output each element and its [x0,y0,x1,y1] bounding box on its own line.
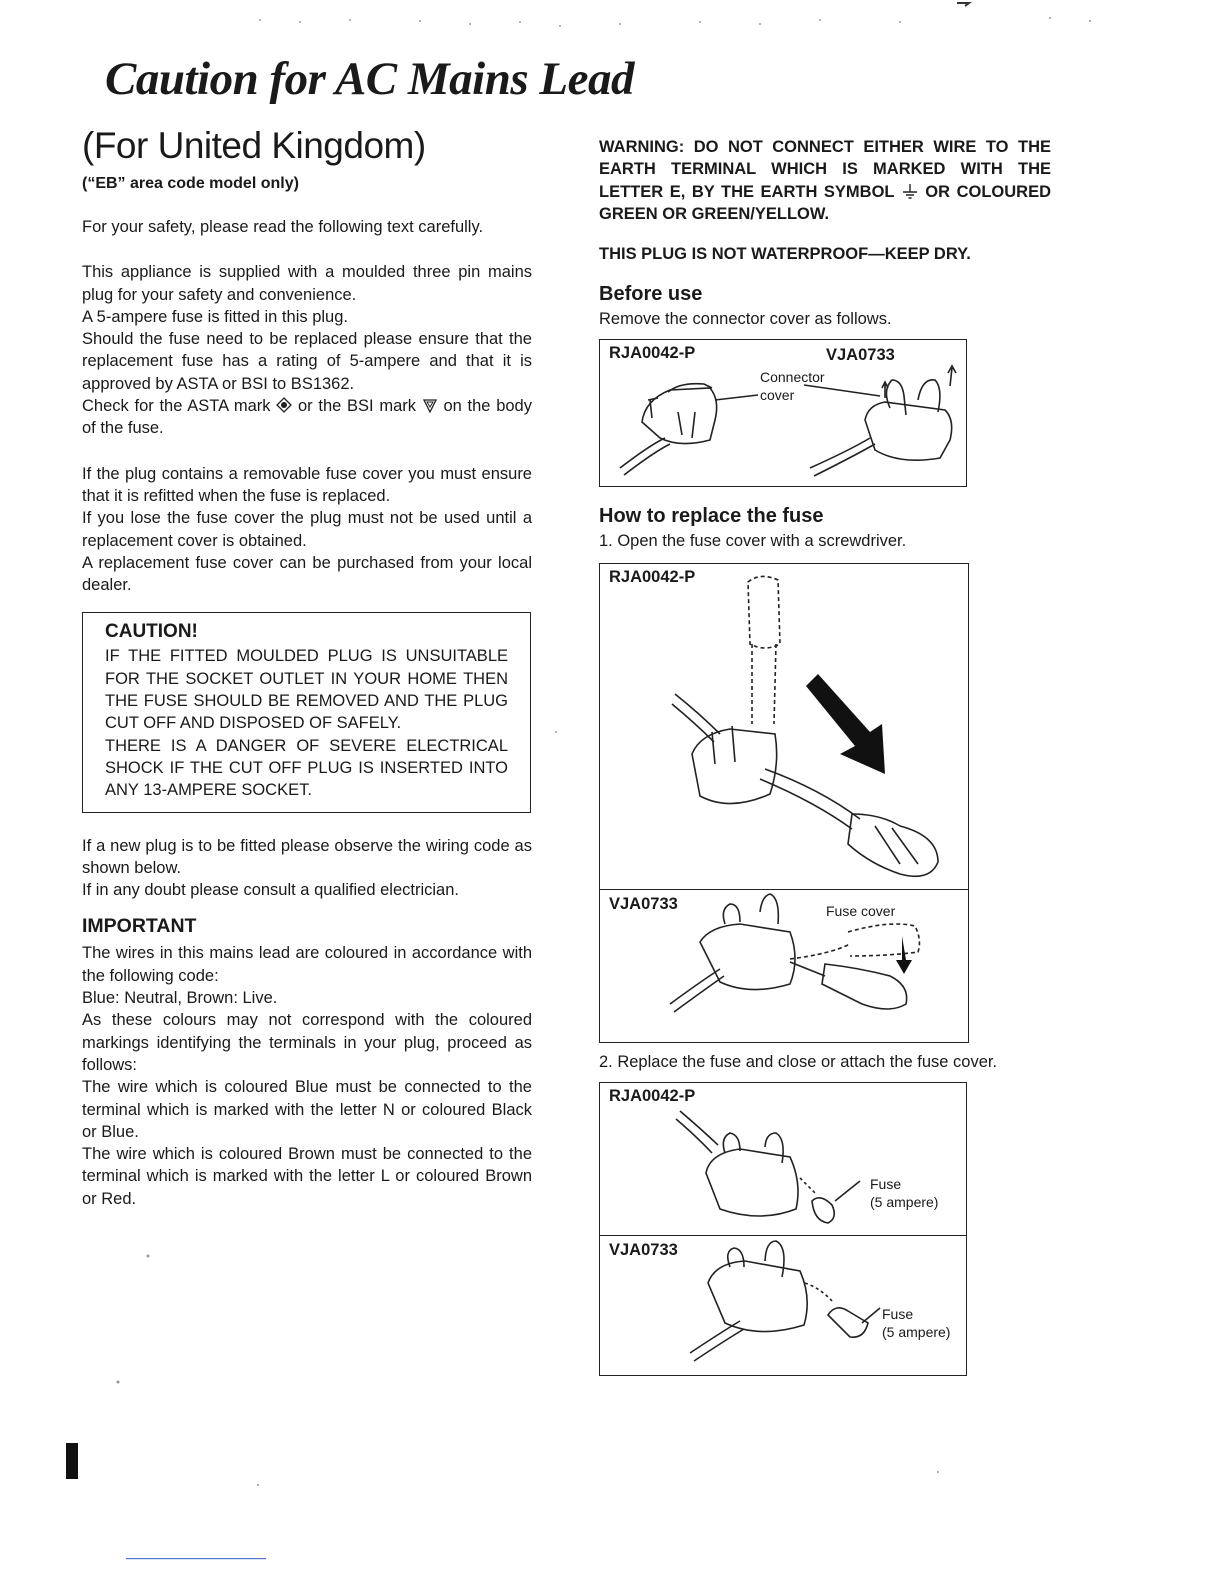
connector-cover-figure [599,339,967,487]
caution-line: THERE IS A DANGER OF SEVERE ELECTRICAL SHOCK IF THE CUT OFF PLUG IS INSERTED INTO ANY 13-AMPERE SOCKET. [105,736,508,800]
fig3-label-bottom: VJA0733 [609,1241,678,1260]
bsi-kitemark-icon [422,397,438,413]
earth-symbol-icon [901,183,919,199]
plug-illustration [600,340,966,486]
fig1-label-left: RJA0042-P [609,344,696,363]
check-text-mid: or the BSI mark [298,397,417,416]
caution-box [82,612,531,812]
screwdriver-illustration [600,564,968,1042]
fig3-fuse-callout-top: Fuse (5 ampere) [870,1176,939,1211]
open-fuse-cover-figure [599,563,969,1043]
caution-heading: CAUTION! [105,621,198,643]
subtitle: (For United Kingdom) [82,125,426,166]
important-line: The wires in this mains lead are coloured in accordance with the following code: [82,944,532,985]
warning-text-pre: WARNING: DO NOT CONNECT EITHER WIRE TO THE EARTH TERMINAL WHICH IS MARKED WITH THE LETTER E, BY THE EARTH SYMBOL [599,138,1051,201]
paragraph-line: A replacement fuse cover can be purchased from your local dealer. [82,553,532,595]
check-text-pre: Check for the ASTA mark [82,397,271,416]
paragraph-line: If in any doubt please consult a qualified electrician. [82,881,459,900]
waterproof-warning: THIS PLUG IS NOT WATERPROOF—KEEP DRY. [599,245,971,264]
step-2: 2. Replace the fuse and close or attach the fuse cover. [599,1053,998,1072]
paragraph-line: If a new plug is to be fitted please observe the wiring code as shown below. [82,836,532,877]
fig1-callout-connector: Connector cover [760,369,825,404]
important-line: The wire which is coloured Brown must be connected to the terminal which is marked with the letter L or coloured Brown or Red. [82,1145,532,1208]
fig2-callout-fuse-cover: Fuse cover [826,903,896,920]
warning-text-post: OR COLOURED GREEN OR GREEN/YELLOW. [599,182,1052,223]
before-use-text: Remove the connector cover as follows. [599,310,892,329]
replace-fuse-heading: How to replace the fuse [599,505,824,528]
fig2-label-bottom: VJA0733 [609,895,678,914]
paragraph-line: Should the fuse need to be replaced please ensure that the replacement fuse has a rating of 5-ampere and that it is approved by ASTA or BSI to BS1362. [82,330,532,393]
important-line: As these colours may not correspond with the coloured markings identifying the terminals in your plug, proceed as follows: [82,1011,532,1074]
replace-fuse-figure [599,1082,967,1376]
paragraph-line: This appliance is supplied with a moulded three pin mains plug for your safety and convenience. [82,263,532,304]
mark-check-text [82,395,532,440]
fig3-label-top: RJA0042-P [609,1087,696,1106]
paragraph-line: A 5-ampere fuse is fitted in this plug. [82,307,348,326]
intro-text: For your safety, please read the following text carefully. [82,218,484,236]
check-text-post: on the body of the fuse. [82,397,532,438]
fig3-fuse-callout-bottom: Fuse (5 ampere) [882,1306,951,1341]
fig2-label-top: RJA0042-P [609,568,696,587]
asta-mark-icon [276,397,292,413]
important-heading: IMPORTANT [82,915,197,938]
fig1-label-right: VJA0733 [826,346,895,365]
caution-line: IF THE FITTED MOULDED PLUG IS UNSUITABLE FOR THE SOCKET OUTLET IN YOUR HOME THEN THE FUSE SHOULD BE REMOVED AND THE PLUG CUT OFF AND DISPOSED OF SAFELY. [105,647,508,733]
important-line: Blue: Neutral, Brown: Live. [82,989,278,1008]
fuse-illustration [600,1083,966,1375]
paragraph-line: If the plug contains a removable fuse cover you must ensure that it is refitted when the fuse is replaced. [82,464,532,505]
earth-warning [599,136,1051,225]
step-1: 1. Open the fuse cover with a screwdriver. [599,532,907,551]
important-line: The wire which is coloured Blue must be connected to the terminal which is marked with the letter N or coloured Black or Blue. [82,1078,532,1141]
before-use-heading: Before use [599,283,703,306]
left-column [82,125,532,1210]
right-column [599,136,1051,1376]
paragraph-line: If you lose the fuse cover the plug must not be used until a replacement cover is obtained. [82,509,532,550]
page-title: Caution for AC Mains Lead [105,53,634,105]
area-code-note: (“EB” area code model only) [82,175,299,192]
